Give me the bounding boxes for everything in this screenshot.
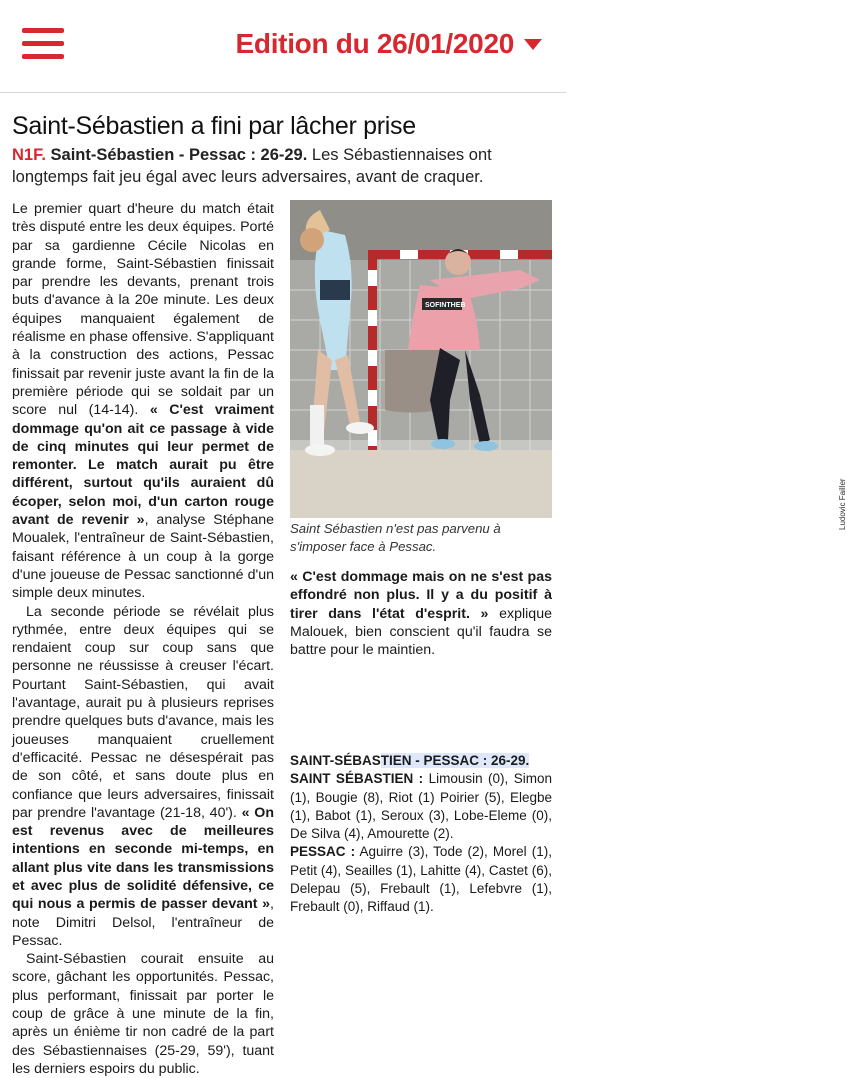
team-1-lineup [290, 770, 552, 843]
article [0, 92, 847, 1077]
article-column-left [12, 200, 274, 1078]
section-tag: N1F. [12, 146, 46, 164]
lead-text: Les Sébastiennaises ont longtemps fait jeu égal avec leurs adversaires, avant de craquer. [12, 146, 492, 186]
article-photo[interactable] [290, 200, 847, 530]
score-title-a: SAINT-SÉBAS [290, 753, 381, 768]
article-column-right [290, 568, 552, 659]
paragraph-1 [12, 200, 274, 603]
paragraph-3-end: explique Malouek, bien conscient qu'il faudra se battre pour le maintien. [290, 605, 552, 659]
quote-moualek: « C'est vraiment dommage qu'on ait ce passage à vide de cinq minutes qui leur permet de remonter. Le match aurait pu être différent, surtout qu'ils auraient dû écoper, selon moi, d'un carton rouge avant de revenir » [12, 402, 274, 529]
quote-malouek: « C'est dommage mais on ne s'est pas effondré non plus. Il y a du positif à tirer dans l'état d'esprit. » [290, 569, 552, 622]
paragraph-3-text: Saint-Sébastien courait ensuite au score, gâchant les opportunités. Pessac, plus performant, finissait par porter le coup de grâce à une minute de la fin, après un énième tir non cadré de la part des Sébastiennaises (25-29, 59'), tuant les derniers espoirs du public. [12, 951, 274, 1077]
jersey-text: SOFINTHEB [425, 302, 466, 309]
paragraph-1-text: Le premier quart d'heure du match était très disputé entre les deux équipes. Porté par sa gardienne Cécile Nicolas en grande forme, Saint-Sébastien finissait par prendre les devants, prenant trois buts d'avance à la 20e minute. Les deux équipes manquaient également de réalisme en phase offensive. S'appliquant à la construction des actions, Pessac finissait par revenir juste avant la fin de la première période qui se soldait par un score nul (14-14). [12, 201, 274, 419]
team-2-name: PESSAC : [290, 844, 356, 860]
team-2-players: Aguirre (3), Tode (2), Morel (1), Petit (4), Seailles (1), Lahitte (4), Castet (6), Delepau (5), Frebault (1), Lefebvre (1), Frebault (0), Riffaud (1). [290, 844, 552, 915]
score-title-b: TIEN - PESSAC : 26-29. [380, 753, 530, 768]
edition-selector[interactable] [236, 22, 542, 66]
hamburger-menu-icon[interactable] [22, 28, 64, 60]
paragraph-3-start [12, 950, 274, 1078]
app-header [0, 0, 566, 93]
paragraph-2-end: , note Dimitri Delsol, l'entraîneur de Pessac. [12, 896, 274, 949]
caret-down-icon [524, 39, 542, 50]
score-title [290, 752, 552, 770]
quote-delsol: « On est revenus avec de meilleures intentions en seconde mi-temps, en allant plus vite dans les transmissions et avec plus de solidité défensive, ce qui nous a permis de passer devant » [12, 804, 274, 913]
score-box [290, 752, 552, 917]
paragraph-3 [290, 568, 552, 659]
photo-caption: Saint Sébastien n'est pas parvenu à s'imposer face à Pessac. [290, 521, 501, 554]
photo-credit: Ludovic Failler [838, 478, 847, 530]
team-1-players: Limousin (0), Simon (1), Bougie (8), Riot (1) Poirier (5), Elegbe (1), Babot (1), Seroux (3), Lobe-Eleme (0), De Silva (4), Amourette (2). [290, 771, 552, 842]
team-2-lineup [290, 843, 552, 916]
article-lead [12, 144, 552, 188]
paragraph-2 [12, 603, 274, 951]
handball-photo [290, 200, 552, 518]
paragraph-2-text: La seconde période se révélait plus rythmée, entre deux équipes qui se rendaient coup sur coup sans que personne ne réussisse à creuser l'écart. Pourtant Saint-Sébastien, qui avait l'avantage, aurait pu à plusieurs reprises prendre quelques buts d'avance, mais les joueuses manquaient cruellement d'efficacité. Pessac ne désespérait pas de son côté, et sans doute plus en confiance que leurs adversaires, finissait par prendre l'avantage (21-18, 40'). [12, 603, 274, 821]
team-1-name: SAINT SÉBASTIEN : [290, 771, 424, 787]
edition-label: Edition du 26/01/2020 [235, 28, 514, 59]
paragraph-1-end: , analyse Stéphane Moualek, l'entraîneur de Saint-Sébastien, faisant référence à un coup à la gorge d'une joueuse de Pessac sanctionné d'un simple deux minutes. [12, 512, 274, 602]
lead-match: Saint-Sébastien - Pessac : 26-29. [50, 146, 308, 164]
article-headline: Saint-Sébastien a fini par lâcher prise [12, 112, 416, 140]
